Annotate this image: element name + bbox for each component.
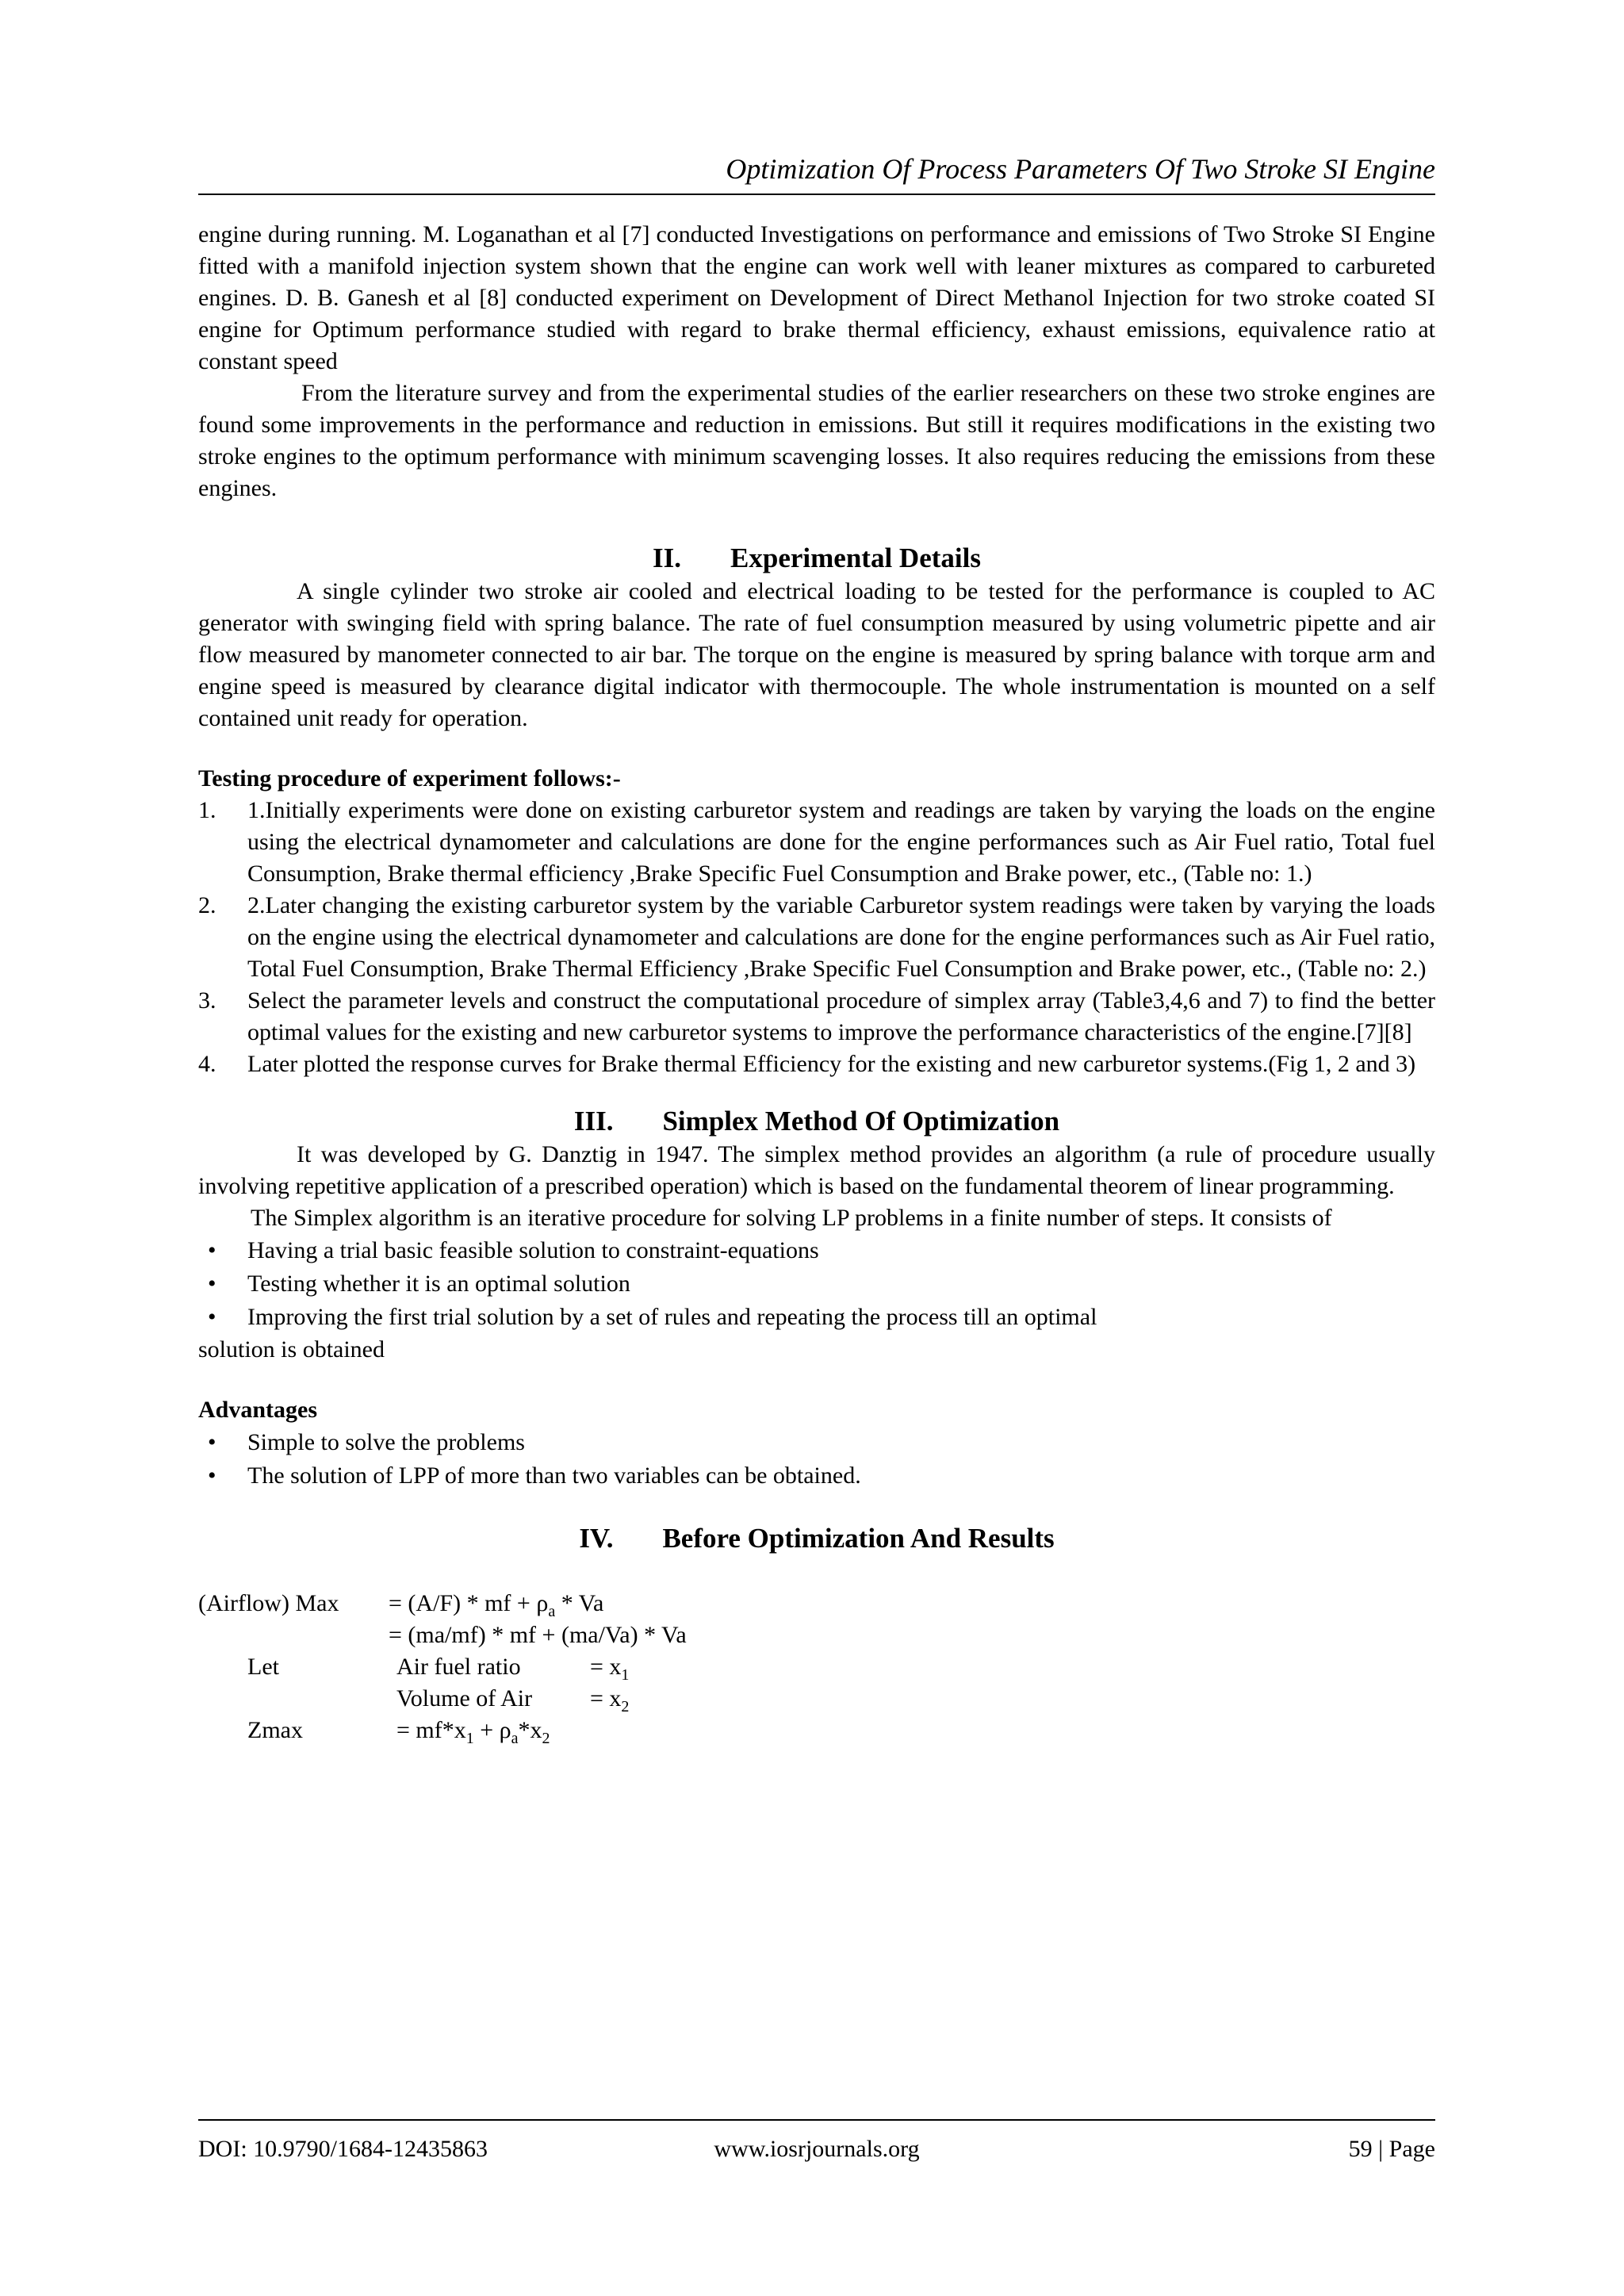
body-content	[198, 219, 1435, 1778]
paper-page	[198, 0, 1435, 2296]
list-item: • Testing whether it is an optimal solution	[198, 1267, 1435, 1301]
bullet-icon: •	[208, 1304, 216, 1330]
simplex-paragraph-2: The Simplex algorithm is an iterative procedure for solving LP problems in a finite number of steps. It consists of	[251, 1205, 1332, 1231]
running-title: Optimization Of Process Parameters Of Two Stroke SI Engine	[726, 153, 1435, 185]
section-title: Simplex Method Of Optimization	[662, 1106, 1060, 1137]
list-item: • The solution of LPP of more than two variables can be obtained.	[198, 1459, 1435, 1493]
bullet-icon: •	[208, 1462, 216, 1489]
simplex-continuation: solution is obtained	[198, 1336, 385, 1363]
section-heading-experimental	[198, 541, 1435, 576]
procedure-heading: Testing procedure of experiment follows:-	[198, 765, 621, 792]
section-heading-before-optimization	[198, 1521, 1435, 1556]
section-heading-simplex	[198, 1104, 1435, 1139]
bullet-icon: •	[208, 1429, 216, 1455]
intro-paragraph-2: From the literature survey and from the experimental studies of the earlier researchers on these two stroke engines are found some improvements in the performance and reduction in emissions. But still it requires modifications in the existing two stroke engines to the optimum performance with minimum scavenging losses. It also requires reducing the emissions from these engines.	[198, 380, 1435, 501]
procedure-step: 2. 2.Later changing the existing carburetor system by the variable Carburetor system readings were taken by varying the loads on the engine using the electrical dynamometer and calculations are done for the engine performances such as Air Fuel ratio, Total Fuel Consumption, Brake Thermal Efficiency ,Brake Specific Fuel Consumption and Brake power, etc., (Table no: 2.)	[198, 892, 1435, 982]
section-number: IV.	[579, 1523, 614, 1554]
doi-text: DOI: 10.9790/1684-12435863	[198, 2136, 488, 2162]
section-title: Experimental Details	[730, 542, 981, 573]
page-number: 59 | Page	[1348, 2136, 1435, 2162]
list-item: • Improving the first trial solution by a set of rules and repeating the process till an optimal	[198, 1301, 1435, 1334]
bullet-icon: •	[208, 1237, 216, 1263]
section-number: II.	[653, 542, 682, 573]
intro-paragraph-1: engine during running. M. Loganathan et al [7] conducted Investigations on performance and emissions of Two Stroke SI Engine fitted with a manifold injection system shown that the engine can work well with leaner mixtures as compared to carbureted engines. D. B. Ganesh et al [8] conducted experiment on Development of Direct Methanol Injection for two stroke coated SI engine for Optimum performance studied with regard to brake thermal efficiency, exhaust emissions, equivalence ratio at constant speed	[198, 221, 1435, 374]
footer-rule	[198, 2119, 1435, 2121]
procedure-step: 3. Select the parameter levels and construct the computational procedure of simplex array (Table3,4,6 and 7) to find the better optimal values for the existing and new carburetor systems to improve the performance characteristics of the engine.[7][8]	[198, 987, 1435, 1045]
procedure-step: 1. 1.Initially experiments were done on existing carburetor system and readings are taken by varying the loads on the engine using the electrical dynamometer and calculations are done for the engine performances such as Air Fuel ratio, Total fuel Consumption, Brake thermal efficiency ,Brake Specific Fuel Consumption and Brake power, etc., (Table no: 1.)	[198, 797, 1435, 887]
list-item: • Simple to solve the problems	[198, 1426, 1435, 1459]
advantages-list	[198, 1426, 1435, 1493]
header-rule	[198, 194, 1435, 195]
procedure-step: 4. Later plotted the response curves for Brake thermal Efficiency for the existing and new carburetor systems.(Fig 1, 2 and 3)	[198, 1051, 1416, 1077]
advantages-heading: Advantages	[198, 1397, 318, 1423]
section-number: III.	[573, 1106, 614, 1137]
procedure-list	[198, 795, 1435, 1080]
section-title: Before Optimization And Results	[662, 1523, 1055, 1554]
equation-block: (Airflow) Max = (A/F) * mf + $\rho_a$ * Va = (ma/mf) * mf + (ma/Va) * Va Let Air fuel ratio = $x_1$ Volume of Air = $x_2$ Zmax = $mf*x_1 + \rho_a*x_2$	[198, 1590, 687, 1747]
bullet-icon: •	[208, 1271, 216, 1297]
list-item: • Having a trial basic feasible solution to constraint-equations	[198, 1234, 1435, 1267]
simplex-paragraph-1: It was developed by G. Danztig in 1947. The simplex method provides an algorithm (a rule of procedure usually involving repetitive application of a prescribed operation) which is based on the fundamental theorem of linear programming.	[198, 1141, 1435, 1199]
journal-url: www.iosrjournals.org	[714, 2136, 920, 2162]
simplex-steps-list	[198, 1234, 1435, 1334]
experimental-paragraph: A single cylinder two stroke air cooled and electrical loading to be tested for the performance is coupled to AC generator with swinging field with spring balance. The rate of fuel consumption measured by using volumetric pipette and air flow measured by manometer connected to air bar. The torque on the engine is measured by spring balance with torque arm and engine speed is measured by clearance digital indicator with thermocouple. The whole instrumentation is mounted on a self contained unit ready for operation.	[198, 578, 1435, 731]
